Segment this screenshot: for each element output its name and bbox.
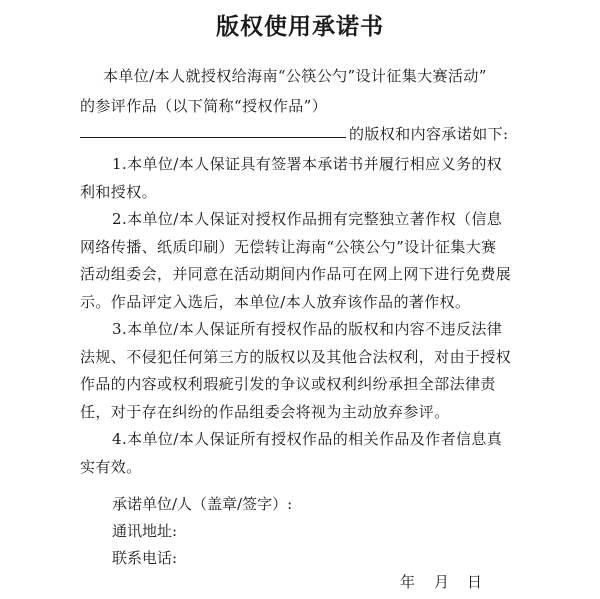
- clause-3-line-2: 法规、不侵犯任何第三方的版权以及其他合法权利，对由于授权: [80, 348, 512, 366]
- clause-2-line-4: 示。作品评定入选后，本单位/本人放弃该作品的著作权。: [80, 293, 471, 311]
- intro-line-3-suffix: 的版权和内容承诺如下:: [349, 125, 509, 143]
- clause-2-line-2: 网络传播、纸质印刷）无偿转让海南“公筷公勺”设计征集大赛: [80, 238, 497, 256]
- clause-1-line-2: 利和授权。: [80, 183, 158, 201]
- work-title-blank: [80, 137, 346, 138]
- date-month-label: 月: [434, 573, 450, 591]
- clause-1-line-1: 1.本单位/本人保证具有签署本承诺书并履行相应义务的权: [112, 155, 503, 173]
- date-year-label: 年: [400, 573, 416, 591]
- phone-label: 联系电话:: [112, 549, 178, 567]
- signer-label: 承诺单位/人（盖章/签字）:: [112, 495, 293, 513]
- clause-4-line-1: 4.本单位/本人保证所有授权作品的相关作品及作者信息真: [112, 430, 503, 448]
- intro-line-2: 的参评作品（以下简称“授权作品”）: [80, 97, 328, 115]
- address-label: 通讯地址:: [112, 522, 178, 540]
- clause-3-line-1: 3.本单位/本人保证所有授权作品的版权和内容不违反法律: [112, 320, 503, 338]
- date-day-label: 日: [467, 573, 483, 591]
- clause-3-line-4: 任，对于存在纠纷的作品组委会将视为主动放弃参评。: [80, 403, 450, 421]
- page-title: 版权使用承诺书: [216, 14, 384, 40]
- intro-line-1: 本单位/本人就授权给海南“公筷公勺”设计征集大赛活动”: [103, 67, 487, 85]
- clause-3-line-3: 作品的内容或权利瑕疵引发的争议或权利纠纷承担全部法律责: [80, 375, 496, 393]
- clause-4-line-2: 实有效。: [80, 458, 142, 476]
- clause-2-line-1: 2.本单位/本人保证对授权作品拥有完整独立著作权（信息: [112, 210, 503, 228]
- clause-2-line-3: 活动组委会，并同意在活动期间内作品可在网上网下进行免费展: [80, 265, 512, 283]
